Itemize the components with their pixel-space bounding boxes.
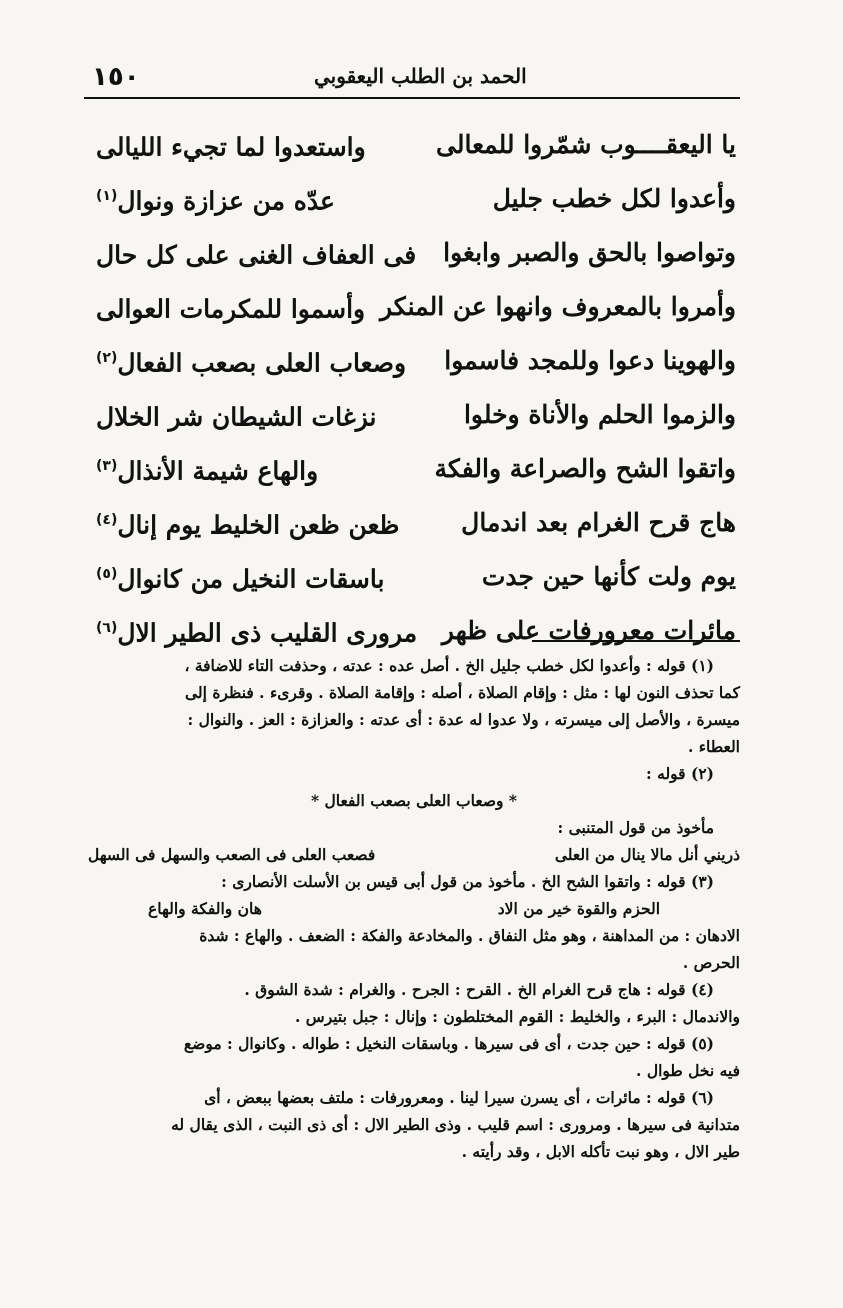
verse-second-hemistich: عدّه من عزازة ونوال$^{(١)}$ bbox=[96, 186, 335, 216]
header-rule bbox=[84, 97, 740, 99]
footnote-rule bbox=[532, 640, 740, 642]
quoted-second-hemistich: فصعب العلى فى الصعب والسهل فى السهل bbox=[88, 845, 376, 864]
verse-first-hemistich: يا اليعقــــوب شمّروا للمعالى bbox=[436, 130, 736, 159]
quoted-verse bbox=[88, 895, 740, 922]
footnote-line: مأخوذ من قول المتنبى : bbox=[557, 818, 714, 837]
verse-first-hemistich: وتواصوا بالحق والصبر وابغوا bbox=[443, 238, 736, 267]
poem-verse bbox=[96, 496, 736, 550]
verse-second-hemistich: نزغات الشيطان شر الخلال bbox=[96, 402, 377, 432]
page-header bbox=[84, 62, 740, 96]
footnote-line: (١) قوله : وأعدوا لكل خطب جليل الخ . أصل عده : عدته ، وحذفت التاء للاضافة ، bbox=[184, 656, 714, 675]
poem-verse bbox=[96, 172, 736, 226]
quoted-hemistich: * وصعاب العلى بصعب الفعال * bbox=[311, 791, 517, 810]
verse-second-hemistich: وأسموا للمكرمات العوالى bbox=[96, 294, 366, 324]
verse-first-hemistich: وأعدوا لكل خطب جليل bbox=[492, 184, 736, 213]
footnotes bbox=[88, 652, 740, 1165]
footnote-line: العطاء . bbox=[687, 737, 740, 756]
poem-verse bbox=[96, 118, 736, 172]
verse-first-hemistich: واتقوا الشح والصراعة والفكة bbox=[434, 454, 736, 483]
footnote-ref: (٣) bbox=[96, 458, 118, 475]
footnote-ref: (١) bbox=[96, 188, 118, 205]
verse-second-hemistich: فى العفاف الغنى على كل حال bbox=[96, 240, 417, 270]
verse-second-hemistich: مرورى القليب ذى الطير الال$^{(٦)}$ bbox=[96, 618, 418, 648]
footnote-line: متدانية فى سيرها . ومرورى : اسم قليب . وذى الطير الال : أى ذى النبت ، الذى يقال له bbox=[171, 1115, 740, 1134]
footnote-ref: (٢) bbox=[96, 350, 118, 367]
footnote-line: (٣) قوله : واتقوا الشح الخ . مأخوذ من قول أبى قيس بن الأسلت الأنصارى : bbox=[221, 872, 714, 891]
verse-first-hemistich: والهوينا دعوا وللمجد فاسموا bbox=[444, 346, 736, 375]
footnote-line: (٦) قوله : مائرات ، أى يسرن سيرا لينا . ومعرورفات : ملتف بعضها ببعض ، أى bbox=[204, 1088, 714, 1107]
quoted-second-hemistich: هان والفكة والهاع bbox=[148, 899, 262, 918]
verse-second-hemistich: باسقات النخيل من كانوال$^{(٥)}$ bbox=[96, 564, 385, 594]
verse-second-hemistich: واستعدوا لما تجيء الليالى bbox=[96, 132, 366, 162]
footnote-line: (٥) قوله : حين جدت ، أى فى سيرها . وباسقات النخيل : طواله . وكانوال : موضع bbox=[183, 1034, 714, 1053]
footnote-line: كما تحذف النون لها : مثل : وإقام الصلاة ، أصله : وإقامة الصلاة . وقرىء . فنظرة إلى bbox=[184, 683, 740, 702]
footnote-line: ميسرة ، والأصل إلى ميسرته ، ولا عدوا له عدة : أى عدته : والعزازة : العز . والنوال : bbox=[187, 710, 740, 729]
footnote-line: فيه نخل طوال . bbox=[636, 1061, 740, 1080]
footnote-line: (٤) قوله : هاج قرح الغرام الخ . القرح : الجرح . والغرام : شدة الشوق . bbox=[244, 980, 714, 999]
footnote-line: طير الال ، وهو نبت تأكله الابل ، وقد رأيته . bbox=[461, 1142, 740, 1161]
verse-second-hemistich: وصعاب العلى بصعب الفعال$^{(٢)}$ bbox=[96, 348, 407, 378]
footnote-ref: (٤) bbox=[96, 512, 118, 529]
footnote-line: الحرص . bbox=[682, 953, 740, 972]
poem-verse bbox=[96, 442, 736, 496]
running-title: الحمد بن الطلب اليعقوبي bbox=[314, 64, 527, 88]
footnote-ref: (٥) bbox=[96, 566, 118, 583]
quoted-first-hemistich: ذريني أنل مالا ينال من العلى bbox=[554, 845, 740, 864]
poem-verse bbox=[96, 280, 736, 334]
quoted-first-hemistich: الحزم والقوة خير من الاد bbox=[497, 899, 660, 918]
poem bbox=[96, 118, 736, 658]
verse-first-hemistich: وأمروا بالمعروف وانهوا عن المنكر bbox=[380, 292, 736, 321]
poem-verse bbox=[96, 550, 736, 604]
footnote-line: (٢) قوله : bbox=[646, 764, 714, 783]
footnote-ref: (٦) bbox=[96, 620, 118, 637]
verse-first-hemistich: والزموا الحلم والأناة وخلوا bbox=[463, 400, 736, 429]
poem-verse bbox=[96, 334, 736, 388]
poem-verse bbox=[96, 604, 736, 658]
page-number: ١٥٠ bbox=[92, 62, 140, 92]
verse-first-hemistich: مائرات معرورفات على ظهر bbox=[441, 616, 736, 645]
poem-verse bbox=[96, 226, 736, 280]
poem-verse bbox=[96, 388, 736, 442]
verse-first-hemistich: يوم ولت كأنها حين جدت bbox=[481, 562, 736, 591]
verse-first-hemistich: هاج قرح الغرام بعد اندمال bbox=[461, 508, 736, 537]
verse-second-hemistich: ظعن ظعن الخليط يوم إنال$^{(٤)}$ bbox=[96, 510, 400, 540]
footnote-line: الادهان : من المداهنة ، وهو مثل النفاق . والمخادعة والفكة : الضعف . والهاع : شدة bbox=[199, 926, 740, 945]
quoted-verse bbox=[88, 841, 740, 868]
verse-second-hemistich: والهاع شيمة الأنذال$^{(٣)}$ bbox=[96, 456, 319, 486]
footnote-line: والاندمال : البرء ، والخليط : القوم المختلطون : وإنال : جبل بتيرس . bbox=[294, 1007, 740, 1026]
